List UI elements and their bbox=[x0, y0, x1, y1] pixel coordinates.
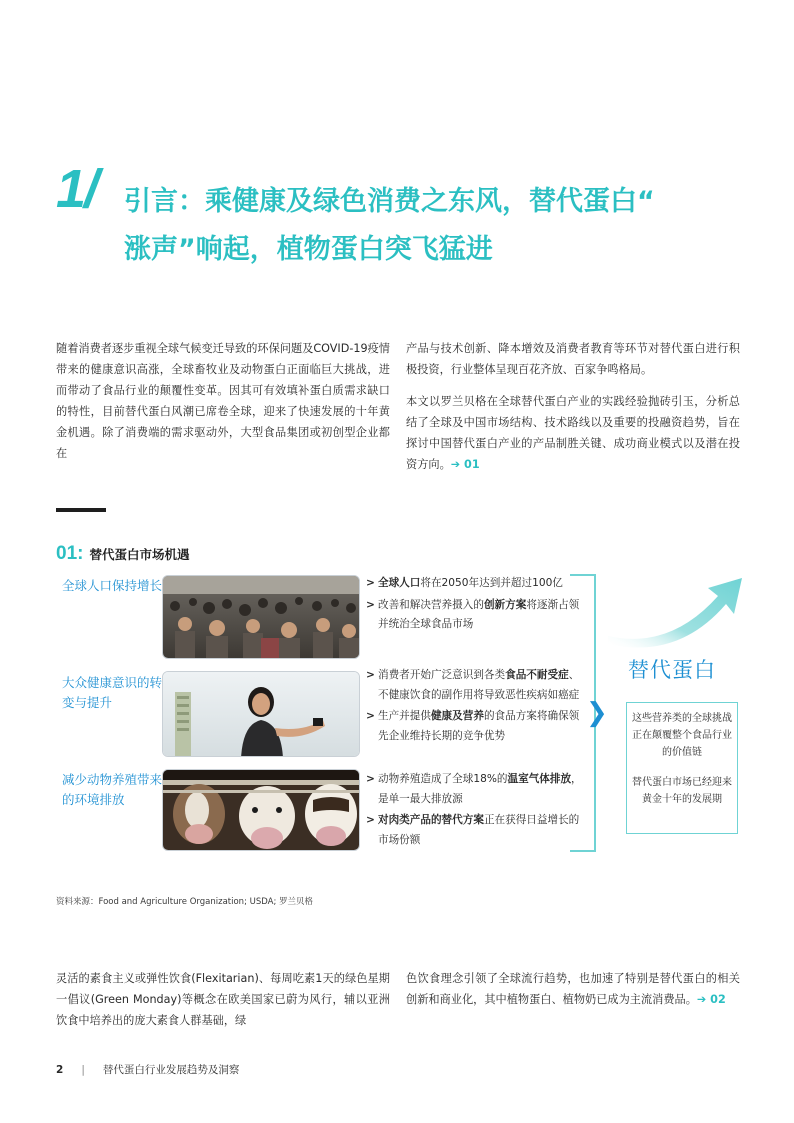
outcome-box bbox=[626, 702, 738, 834]
footer-doc-title: 替代蛋白行业发展趋势及洞察 bbox=[102, 1064, 240, 1076]
closing-right-paragraph-wrap bbox=[406, 968, 740, 1010]
bullet-health-1: > 消费者开始广泛意识到各类食品不耐受症、不健康饮食的副作用将导致恶性疾病如癌症 bbox=[366, 666, 586, 705]
exhibit-row-bullets-emissions bbox=[366, 770, 586, 852]
closing-right-paragraph: 色饮食理念引领了全球流行趋势，也加速了特别是替代蛋白的相关创新和商业化，其中植物蛋白、植物奶已成为主流消费品。 bbox=[406, 972, 740, 1006]
closing-left-column bbox=[56, 968, 390, 1031]
closing-right-column bbox=[406, 968, 740, 1010]
intro-left-paragraph: 随着消费者逐步重视全球气候变迁导致的环保问题及COVID-19疫情带来的健康意识高涨，全球畜牧业及动物蛋白正面临巨大挑战，进而带动了食品行业的颠覆性变革。因其可有效填补蛋白质需求缺口的特性，目前替代蛋白风潮已席卷全球，迎来了快速发展的十年黄金机遇。除了消费端的需求驱动外，大型食品集团或初创型企业都在 bbox=[56, 342, 390, 460]
bullet-emissions-1: > 动物养殖造成了全球18%的温室气体排放，是单一最大排放源 bbox=[366, 770, 586, 809]
exhibit-heading bbox=[56, 543, 189, 565]
chevron-right-icon: ❯ bbox=[586, 698, 608, 728]
outcome-text-2: 替代蛋白市场已经迎来黄金十年的发展期 bbox=[632, 777, 732, 805]
page-number: 2 bbox=[56, 1063, 64, 1076]
intro-right-paragraph-2-text: 本文以罗兰贝格在全球替代蛋白产业的实践经验抛砖引玉，分析总结了全球及中国市场结构、技术路线以及重要的投融资趋势，旨在探讨中国替代蛋白产业的产品制胜关键、成功商业模式以及潜在投资方向。 bbox=[406, 395, 740, 471]
exhibit-number: 01: bbox=[56, 543, 84, 564]
exhibit-row-bullets-health bbox=[366, 666, 586, 748]
exhibit-01-reference-link[interactable]: ➔ 01 bbox=[450, 458, 480, 471]
closing-left-paragraph: 灵活的素食主义或弹性饮食(Flexitarian)、每周吃素1天的绿色星期一倡议(Green Monday)等概念在欧美国家已蔚为风行，辅以亚洲饮食中培养出的庞大素食人群基础，绿 bbox=[56, 972, 390, 1027]
exhibit-02-reference-link[interactable]: ➔ 02 bbox=[696, 993, 726, 1006]
growth-arrow-icon bbox=[600, 574, 750, 664]
exhibit-row-bullets-population bbox=[366, 574, 586, 637]
intro-right-paragraph-2 bbox=[406, 391, 740, 475]
intro-left-column bbox=[56, 338, 390, 464]
bullet-health-2: > 生产并提供健康及营养的食品方案将确保领先企业维持长期的竞争优势 bbox=[366, 707, 586, 746]
runner-photo bbox=[162, 671, 360, 757]
exhibit-row-label-population: 全球人口保持增长 bbox=[62, 578, 163, 593]
section-number: 1/ bbox=[56, 159, 98, 219]
crowd-photo bbox=[162, 575, 360, 659]
page-title bbox=[124, 178, 764, 274]
page-title-line-2: 涨声”响起，植物蛋白突飞猛进 bbox=[124, 234, 493, 265]
cattle-illustration bbox=[163, 770, 360, 851]
section-divider bbox=[56, 508, 106, 512]
footer-separator: | bbox=[81, 1063, 85, 1076]
outcome-text-1: 这些营养类的全球挑战正在颠覆整个食品行业的价值链 bbox=[632, 713, 732, 758]
exhibit-row-label-emissions: 减少动物养殖带来的环境排放 bbox=[62, 772, 163, 807]
runner-illustration bbox=[163, 672, 360, 757]
exhibit-row-label-health: 大众健康意识的转变与提升 bbox=[62, 675, 163, 710]
exhibit-title: 替代蛋白市场机遇 bbox=[89, 547, 190, 562]
alternative-protein-label: 替代蛋白 bbox=[628, 658, 716, 682]
source-note: 资料来源：Food and Agriculture Organization; USDA; 罗兰贝格 bbox=[56, 897, 314, 907]
crowd-illustration bbox=[163, 576, 360, 659]
intro-right-paragraph-1: 产品与技术创新、降本增效及消费者教育等环节对替代蛋白进行积极投资，行业整体呈现百花齐放、百家争鸣格局。 bbox=[406, 342, 740, 376]
page-title-line-1: 引言：乘健康及绿色消费之东风，替代蛋白“ bbox=[124, 186, 655, 217]
bullet-population-2: > 改善和解决营养摄入的创新方案将逐渐占领并统治全球食品市场 bbox=[366, 596, 586, 635]
intro-right-column bbox=[406, 338, 740, 475]
page-footer bbox=[56, 1062, 239, 1077]
bullet-population-1: > 全球人口将在2050年达到并超过100亿 bbox=[366, 574, 586, 594]
cattle-photo bbox=[162, 769, 360, 851]
bullet-emissions-2: > 对肉类产品的替代方案正在获得日益增长的市场份额 bbox=[366, 811, 586, 850]
